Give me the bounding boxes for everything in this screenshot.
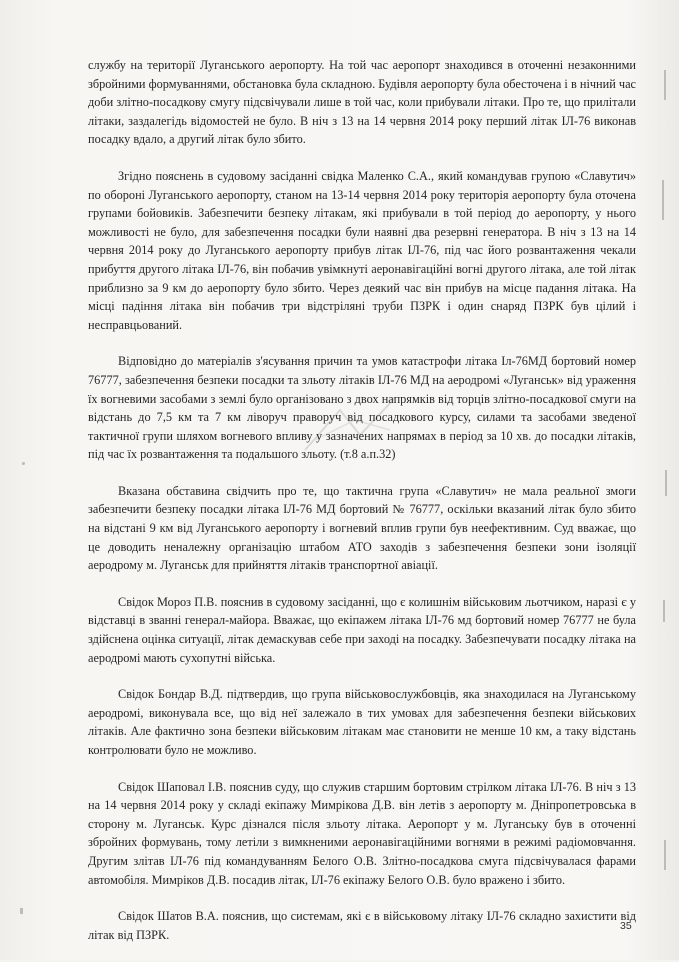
- scan-edge-mark: [20, 908, 23, 914]
- paragraph: Свідок Шаповал І.В. пояснив суду, що служив старшим бортовим стрілком літака ІЛ-76. В ніч з 13 на 14 червня 2014 року у складі екіпажу Мимрікова Д.В. він летів з аеропорту м. Дніпропетровська в сторону м. Луганськ. Курс дізнался після зльоту літака. Аеропорт у м. Луганську був в оточенні збройних формувань, тому летіли з вимкненими аеронавігаційними вогнями в режимі радіомовчання. Другим злітав ІЛ-76 під командуванням Белого О.В. Злітно-посадкова смуга підсвічувалася фарами автомобіля. Мимріков Д.В. посадив літак, ІЛ-76 екіпажу Белого О.В. було вражено і збито.: [88, 779, 636, 887]
- paragraph: Свідок Бондар В.Д. підтвердив, що група військовослужбовців, яка знаходилася на Луганському аеродромі, виконувала все, що від неї залежало в тих умовах для забезпечення безпеки військових літаків. Але фактично зона безпеки військовим літакам має становити не менше 10 км, а таку відстань контролювати було не можливо.: [88, 687, 636, 757]
- paragraph: Вказана обставина свідчить про те, що тактична група «Славутич» не мала реальної змоги забезпечити безпеку посадки літака ІЛ-76 МД бортовий № 76777, оскільки вказаний літак було збито на відстані 9 км від Луганського аеропорту і вогневий вплив групи був неефективним. Суд вважає, що це доводить неналежну організацію штабом АТО заходів з забезпечення безпеки зони ізоляції аеродрому м. Луганськ для прийняття літаків транспортної авіації.: [88, 483, 636, 573]
- scan-edge-mark: [663, 600, 665, 622]
- paragraph: Згідно пояснень в судовому засіданні свідка Маленко С.А., який командував групою «Славутич» по обороні Луганського аеропорту, станом на 13-14 червня 2014 року територія аеропорту була оточена групами бойовиків. Забезпечити безпеку літакам, які прибували в той період до аеропорту, у нього можливості не було, для забезпечення посадки були наявні два резервні генератора. В ніч з 13 на 14 червня 2014 року до Луганського аеропорту прибув літак ІЛ-76, під час його розвантаження чекали прибуття другого літака ІЛ-76, він побачив увімкнуті аеронавігаційні вогні другого літака, але той літак приблизно за 9 км до аеропорту було збито. Через деякий час він прибув на місце падання літака. На місці падіння літака він побачив три відстріляні труби ПЗРК і один снаряд ПЗРК був цілий і несправцьований.: [88, 168, 636, 332]
- document-body: [88, 56, 636, 962]
- scan-edge-mark: [662, 180, 664, 220]
- page-number: 35: [620, 920, 632, 932]
- paragraph: службу на території Луганського аеропорту. На той час аеропорт знаходився в оточенні незаконними збройними формуваннями, обстановка була складною. Будівля аеропорту була обесточена і в нічний час доби злітно-посадкову смугу підсвічували лише в той час, коли прибували літаки. Про те, що прилітали літаки, заздалегідь відомостей не було. В ніч з 13 на 14 червня 2014 року перший літак ІЛ-76 виконав посадку вдало, а другий літак було збито.: [88, 58, 636, 147]
- paragraph: Свідок Шатов В.А. пояснив, що системам, які є в військовому літаку ІЛ-76 складно захистити від літак від ПЗРК.: [88, 909, 636, 942]
- paragraph: Відповідно до матеріалів з'ясування причин та умов катастрофи літака Іл-76МД бортовий номер 76777, забезпечення безпеки посадки та зльоту літаків ІЛ-76 МД на аеродромі «Луганськ» від ураження їх вогневими засобами з землі було організовано з двох напрямків від торців злітно-посадкової смуги на відстань до 7,5 км та 7 км ліворуч праворуч від посадкового курсу, силами та засобами зведеної тактичної групи шляхом вогневого впливу у зазначених напрямах в період за 10 хв. до посадки літаків, під час їх розвантаження та подальшого зльоту. (т.8 а.п.32): [88, 354, 636, 462]
- scan-edge-mark: [22, 462, 25, 465]
- scan-edge-mark: [665, 470, 667, 496]
- scan-edge-mark: [664, 70, 666, 100]
- scan-edge-mark: [664, 840, 666, 870]
- paragraph: Свідок Мороз П.В. пояснив в судовому засіданні, що є колишнім військовим льотчиком, наразі є у відставці в званні генерал-майора. Вважає, що екіпажем літака ІЛ-76 мд бортовий номер 76777 не була здійснена оцінка ситуації, літак демаскував себе при заході на посадку. Забезпечувати посадку літака на аеродромі мають сухопутні війська.: [88, 594, 636, 665]
